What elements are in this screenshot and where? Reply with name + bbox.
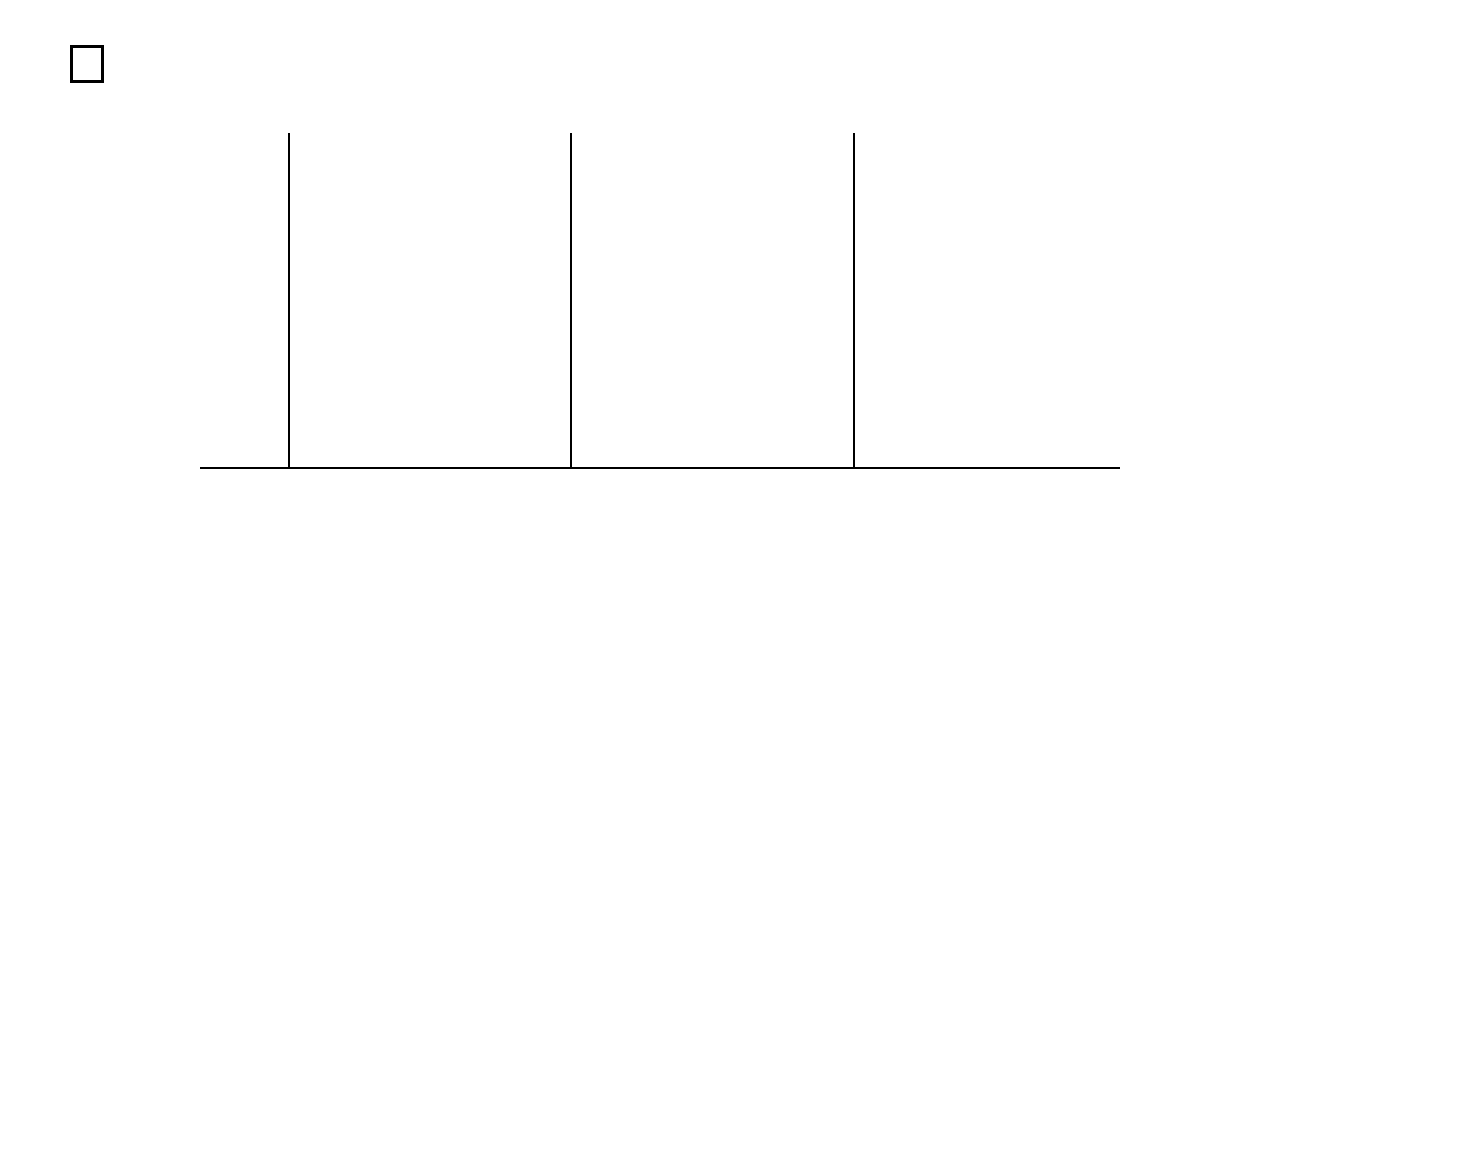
task-number: [70, 45, 104, 83]
digit-layout-baseline: [200, 467, 1120, 469]
class-divider-1: [288, 133, 290, 469]
class-divider-3: [853, 133, 855, 469]
class-divider-2: [570, 133, 572, 469]
